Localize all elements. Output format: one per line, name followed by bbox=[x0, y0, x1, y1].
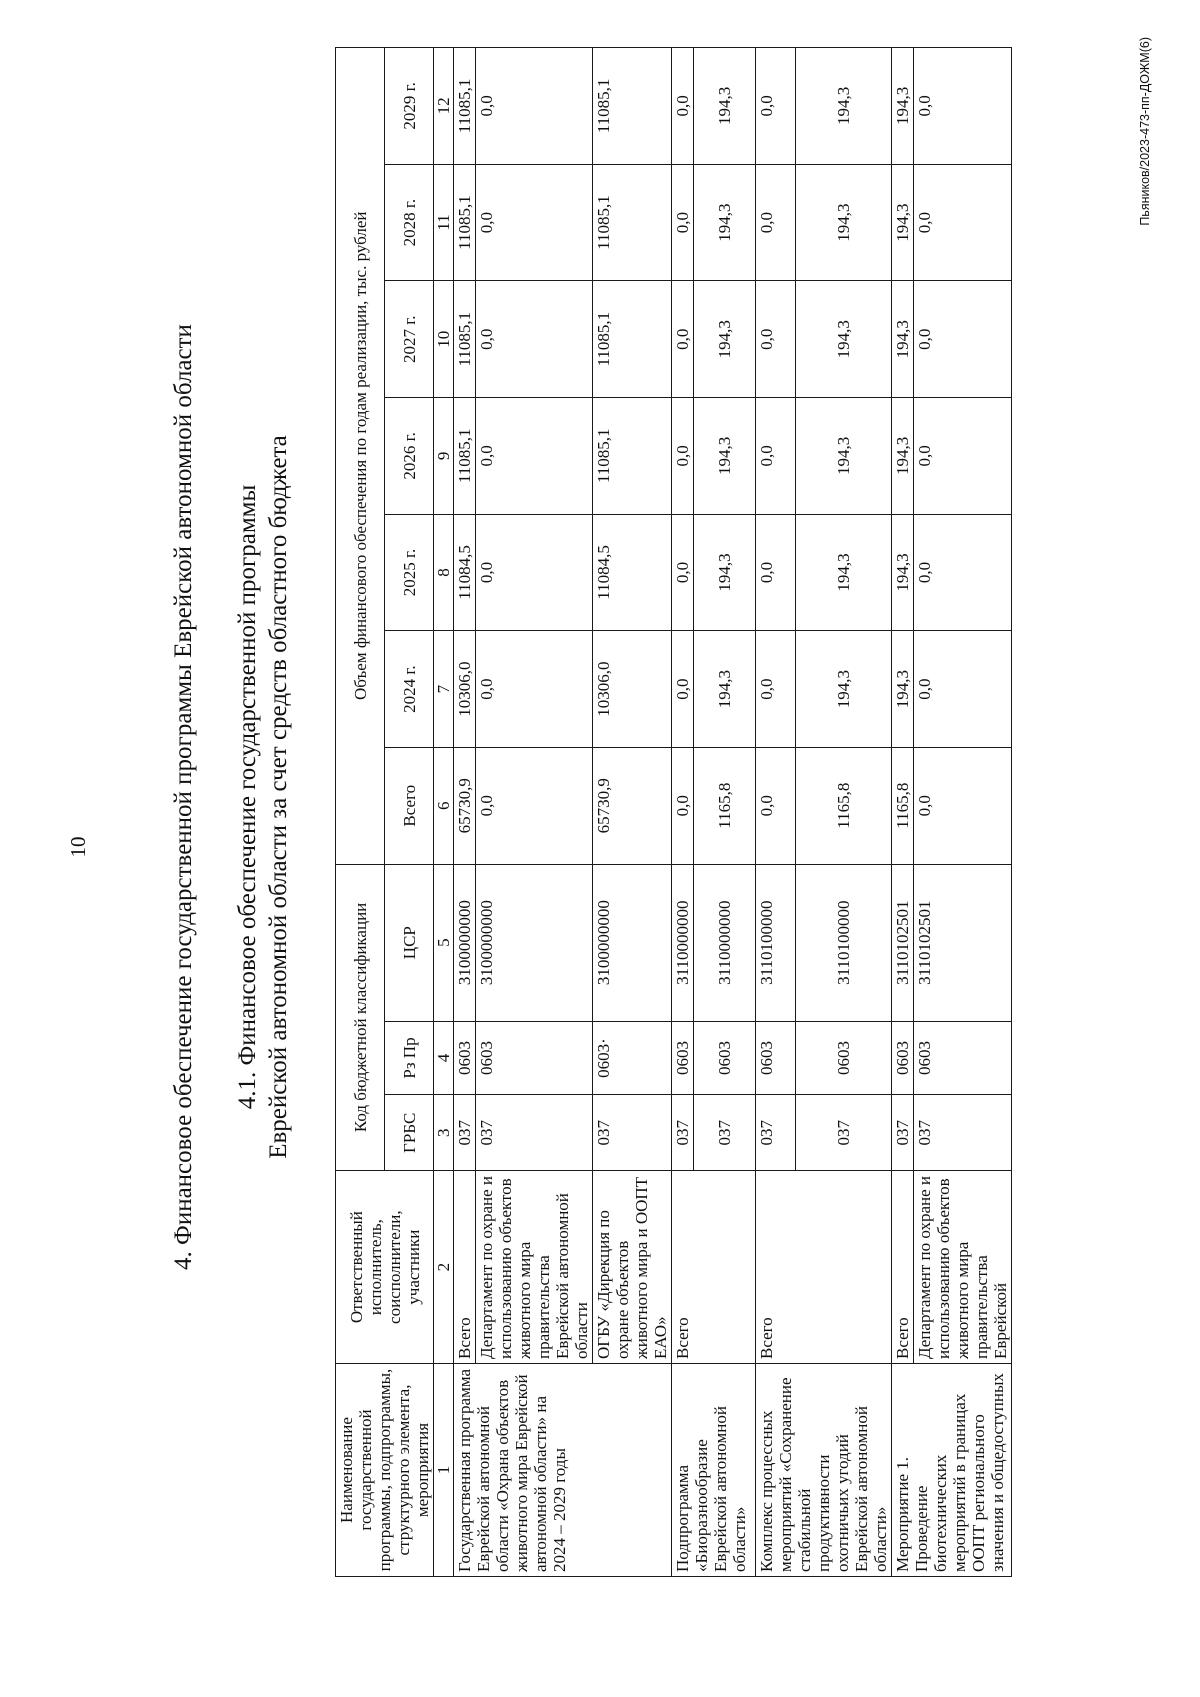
total-cell: 0,0 bbox=[672, 747, 694, 864]
header-2028: 2028 г. bbox=[385, 164, 434, 281]
header-total: Всего bbox=[385, 747, 434, 864]
rzpr-cell: 0603 bbox=[796, 1021, 892, 1095]
csr-cell: 3110000000 bbox=[694, 864, 756, 1021]
total-cell: 65730,9 bbox=[454, 747, 476, 864]
y2025-cell: 194,3 bbox=[892, 514, 914, 631]
col-number: 6 bbox=[434, 747, 454, 864]
header-2027: 2027 г. bbox=[385, 281, 434, 398]
y2025-cell: 194,3 bbox=[694, 514, 756, 631]
activity-name-cell: Мероприятие 1. Проведение биотехнических мероприятий в границах ООПТ регионального значения и общедоступных bbox=[892, 1364, 1012, 1577]
y2026-cell: 0,0 bbox=[672, 398, 694, 515]
csr-cell: 3110000000 bbox=[672, 864, 694, 1021]
csr-cell: 3100000000 bbox=[454, 864, 476, 1021]
executor-cell: ОГБУ «Дирекция по охране объектов животного мира и ООПТ ЕАО» bbox=[593, 1171, 672, 1364]
y2029-cell: 0,0 bbox=[756, 48, 796, 165]
y2025-cell: 194,3 bbox=[796, 514, 892, 631]
table-row bbox=[593, 48, 672, 1577]
rzpr-cell: 0603 bbox=[672, 1021, 694, 1095]
executor-cell: Всего bbox=[454, 1171, 476, 1364]
y2026-cell: 194,3 bbox=[694, 398, 756, 515]
csr-cell: 3110100000 bbox=[756, 864, 796, 1021]
y2026-cell: 194,3 bbox=[796, 398, 892, 515]
col-number: 11 bbox=[434, 164, 454, 281]
y2027-cell: 194,3 bbox=[796, 281, 892, 398]
header-name: Наименование государственной программы, подпрограммы, структурного элемента, мероприятия bbox=[336, 1364, 434, 1577]
y2024-cell: 10306,0 bbox=[593, 631, 672, 748]
header-budget-code: Код бюджетной классификации bbox=[336, 864, 385, 1171]
y2026-cell: 194,3 bbox=[892, 398, 914, 515]
table-row bbox=[892, 48, 914, 1577]
y2025-cell: 0,0 bbox=[756, 514, 796, 631]
header-grbs: ГРБС bbox=[385, 1095, 434, 1171]
y2027-cell: 0,0 bbox=[672, 281, 694, 398]
program-name-cell: Государственная программа Еврейской автономной области «Охрана объектов животного мира Еврейской автономной области» на 2024 – 2029 годы bbox=[454, 1364, 672, 1577]
grbs-cell: 037 bbox=[694, 1095, 756, 1171]
total-cell: 1165,8 bbox=[796, 747, 892, 864]
col-number: 2 bbox=[434, 1171, 454, 1364]
rzpr-cell: 0603 bbox=[694, 1021, 756, 1095]
grbs-cell: 037 bbox=[892, 1095, 914, 1171]
y2028-cell: 194,3 bbox=[892, 164, 914, 281]
y2029-cell: 194,3 bbox=[892, 48, 914, 165]
grbs-cell: 037 bbox=[914, 1095, 1012, 1171]
grbs-cell: 037 bbox=[476, 1095, 593, 1171]
rzpr-cell: 0603 bbox=[756, 1021, 796, 1095]
document-code: Пьяников/2023-473-пп-ДОЖМ(6) bbox=[1138, 37, 1152, 226]
total-cell: 0,0 bbox=[756, 747, 796, 864]
y2026-cell: 11085,1 bbox=[454, 398, 476, 515]
y2027-cell: 11085,1 bbox=[593, 281, 672, 398]
grbs-cell: 037 bbox=[796, 1095, 892, 1171]
total-cell: 1165,8 bbox=[694, 747, 756, 864]
header-2025: 2025 г. bbox=[385, 514, 434, 631]
col-number: 4 bbox=[434, 1021, 454, 1095]
total-cell: 1165,8 bbox=[892, 747, 914, 864]
executor-cell: Департамент по охране и использованию объектов животного мира правительства Еврейской автономной области bbox=[476, 1171, 593, 1364]
subheading-line-2: Еврейской автономной области за счет средств областного бюджета bbox=[265, 435, 292, 1159]
executor-cell: Всего bbox=[892, 1171, 914, 1364]
column-number-row bbox=[434, 48, 454, 1577]
y2028-cell: 0,0 bbox=[672, 164, 694, 281]
y2024-cell: 194,3 bbox=[892, 631, 914, 748]
y2027-cell: 194,3 bbox=[892, 281, 914, 398]
table-row bbox=[672, 48, 694, 1577]
table-row bbox=[756, 48, 796, 1577]
subprogram-name-cell: Подпрограмма «Биоразнообразие Еврейской автономной области» bbox=[672, 1364, 756, 1577]
csr-cell: 3110100000 bbox=[796, 864, 892, 1021]
header-csr: ЦСР bbox=[385, 864, 434, 1021]
rzpr-cell: 0603 bbox=[892, 1021, 914, 1095]
y2026-cell: 0,0 bbox=[756, 398, 796, 515]
y2024-cell: 0,0 bbox=[914, 631, 1012, 748]
y2024-cell: 10306,0 bbox=[454, 631, 476, 748]
grbs-cell: 037 bbox=[672, 1095, 694, 1171]
col-number: 1 bbox=[434, 1364, 454, 1577]
y2027-cell: 0,0 bbox=[476, 281, 593, 398]
y2024-cell: 0,0 bbox=[756, 631, 796, 748]
col-number: 9 bbox=[434, 398, 454, 515]
y2024-cell: 0,0 bbox=[476, 631, 593, 748]
rzpr-cell: 0603· bbox=[593, 1021, 672, 1095]
total-cell: 0,0 bbox=[914, 747, 1012, 864]
header-executor: Ответственный исполнитель, соисполнители, участники bbox=[336, 1171, 434, 1364]
header-2029: 2029 г. bbox=[385, 48, 434, 165]
y2025-cell: 0,0 bbox=[914, 514, 1012, 631]
y2028-cell: 194,3 bbox=[694, 164, 756, 281]
y2029-cell: 194,3 bbox=[796, 48, 892, 165]
rzpr-cell: 0603 bbox=[914, 1021, 1012, 1095]
y2025-cell: 0,0 bbox=[476, 514, 593, 631]
table-row bbox=[454, 48, 476, 1577]
grbs-cell: 037 bbox=[593, 1095, 672, 1171]
y2029-cell: 0,0 bbox=[914, 48, 1012, 165]
y2028-cell: 0,0 bbox=[476, 164, 593, 281]
y2025-cell: 11084,5 bbox=[454, 514, 476, 631]
y2029-cell: 194,3 bbox=[694, 48, 756, 165]
y2029-cell: 0,0 bbox=[476, 48, 593, 165]
y2027-cell: 0,0 bbox=[914, 281, 1012, 398]
y2026-cell: 0,0 bbox=[914, 398, 1012, 515]
y2027-cell: 11085,1 bbox=[454, 281, 476, 398]
y2028-cell: 0,0 bbox=[756, 164, 796, 281]
section-heading: 4. Финансовое обеспечение государственной программы Еврейской автономной области bbox=[170, 324, 197, 1270]
y2024-cell: 0,0 bbox=[672, 631, 694, 748]
y2029-cell: 11085,1 bbox=[593, 48, 672, 165]
rzpr-cell: 0603 bbox=[476, 1021, 593, 1095]
table-header-row bbox=[336, 48, 385, 1577]
grbs-cell: 037 bbox=[454, 1095, 476, 1171]
y2029-cell: 0,0 bbox=[672, 48, 694, 165]
col-number: 12 bbox=[434, 48, 454, 165]
executor-cell: Всего bbox=[672, 1171, 756, 1364]
header-2026: 2026 г. bbox=[385, 398, 434, 515]
y2029-cell: 11085,1 bbox=[454, 48, 476, 165]
y2025-cell: 0,0 bbox=[672, 514, 694, 631]
table-row bbox=[914, 48, 1012, 1577]
complex-name-cell: Комплекс процессных мероприятий «Сохранение стабильной продуктивности охотничьих угодий Еврейской автономной области» bbox=[756, 1364, 892, 1577]
y2028-cell: 11085,1 bbox=[593, 164, 672, 281]
col-number: 7 bbox=[434, 631, 454, 748]
page-number: 10 bbox=[66, 836, 90, 858]
col-number: 3 bbox=[434, 1095, 454, 1171]
y2028-cell: 0,0 bbox=[914, 164, 1012, 281]
csr-cell: 3100000000 bbox=[593, 864, 672, 1021]
col-number: 5 bbox=[434, 864, 454, 1021]
grbs-cell: 037 bbox=[756, 1095, 796, 1171]
y2026-cell: 11085,1 bbox=[593, 398, 672, 515]
subsection-heading bbox=[232, 147, 294, 1447]
financing-table bbox=[335, 47, 1012, 1577]
subheading-line-1: 4.1. Финансовое обеспечение государственной программы bbox=[234, 484, 261, 1110]
executor-cell: Департамент по охране и использованию объектов животного мира правительства Еврейской bbox=[914, 1171, 1012, 1364]
y2024-cell: 194,3 bbox=[694, 631, 756, 748]
header-rz-pr: Рз Пр bbox=[385, 1021, 434, 1095]
col-number: 10 bbox=[434, 281, 454, 398]
y2027-cell: 194,3 bbox=[694, 281, 756, 398]
y2028-cell: 194,3 bbox=[796, 164, 892, 281]
y2025-cell: 11084,5 bbox=[593, 514, 672, 631]
table-row bbox=[476, 48, 593, 1577]
y2026-cell: 0,0 bbox=[476, 398, 593, 515]
y2027-cell: 0,0 bbox=[756, 281, 796, 398]
rzpr-cell: 0603 bbox=[454, 1021, 476, 1095]
executor-cell: Всего bbox=[756, 1171, 892, 1364]
y2024-cell: 194,3 bbox=[796, 631, 892, 748]
y2028-cell: 11085,1 bbox=[454, 164, 476, 281]
csr-cell: 3100000000 bbox=[476, 864, 593, 1021]
header-funding: Объем финансового обеспечения по годам реализации, тыс. рублей bbox=[336, 48, 385, 865]
header-2024: 2024 г. bbox=[385, 631, 434, 748]
csr-cell: 3110102501 bbox=[892, 864, 914, 1021]
total-cell: 0,0 bbox=[476, 747, 593, 864]
csr-cell: 3110102501 bbox=[914, 864, 1012, 1021]
col-number: 8 bbox=[434, 514, 454, 631]
total-cell: 65730,9 bbox=[593, 747, 672, 864]
